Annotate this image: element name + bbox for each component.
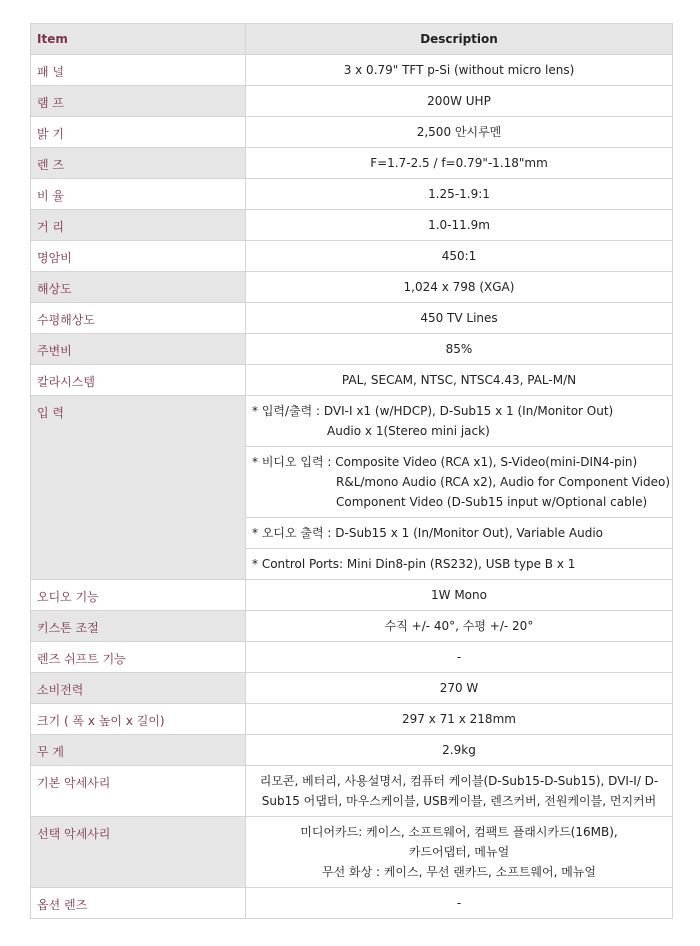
row-value: 297 x 71 x 218mm — [246, 704, 673, 735]
table-row — [31, 580, 673, 611]
row-value: F=1.7-2.5 / f=0.79"-1.18"mm — [246, 148, 673, 179]
row-value: - — [246, 888, 673, 919]
row-label: 렌 즈 — [31, 148, 246, 179]
table-row — [31, 642, 673, 673]
row-value: 200W UHP — [246, 86, 673, 117]
input-block-video — [246, 447, 672, 518]
input-block-io — [246, 396, 672, 447]
row-value: 85% — [246, 334, 673, 365]
input-line: * 입력/출력 : DVI-I x1 (w/HDCP), D-Sub15 x 1 (In/Monitor Out) — [252, 404, 614, 418]
input-line: Component Video (D-Sub15 input w/Optional cable) — [336, 495, 648, 509]
acc-line: 미디어카드: 케이스, 소프트웨어, 컴팩트 플래시카드(16MB), — [300, 825, 618, 839]
row-label: 옵션 렌즈 — [31, 888, 246, 919]
table-row — [31, 86, 673, 117]
table-row — [31, 673, 673, 704]
input-block-control — [246, 549, 672, 579]
table-row — [31, 611, 673, 642]
row-label: 오디오 기능 — [31, 580, 246, 611]
row-value: PAL, SECAM, NTSC, NTSC4.43, PAL-M/N — [246, 365, 673, 396]
row-value: 1.25-1.9:1 — [246, 179, 673, 210]
input-line: R&L/mono Audio (RCA x2), Audio for Component Video) — [336, 475, 671, 489]
row-label: 수평해상도 — [31, 303, 246, 334]
row-label: 패 널 — [31, 55, 246, 86]
optional-accessories-row — [31, 817, 673, 888]
header-item: Item — [31, 24, 246, 55]
row-label: 명암비 — [31, 241, 246, 272]
acc-line: 카드어댑터, 메뉴얼 — [408, 845, 510, 859]
header-description: Description — [246, 24, 673, 55]
row-label: 입 력 — [31, 396, 246, 580]
row-value: 270 W — [246, 673, 673, 704]
row-value: 2,500 안시루멘 — [246, 117, 673, 148]
row-label: 크기 ( 폭 x 높이 x 길이) — [31, 704, 246, 735]
input-row — [31, 396, 673, 580]
table-row — [31, 55, 673, 86]
input-line: Audio x 1(Stereo mini jack) — [327, 424, 490, 438]
row-value: 수직 +/- 40°, 수평 +/- 20° — [246, 611, 673, 642]
table-row — [31, 365, 673, 396]
table-row — [31, 210, 673, 241]
acc-line: Sub15 어댑터, 마우스케이블, USB케이블, 렌즈커버, 전원케이블, 먼지커버 — [261, 794, 657, 808]
row-label: 램 프 — [31, 86, 246, 117]
table-row — [31, 272, 673, 303]
row-value — [246, 766, 673, 817]
input-line: * Control Ports: Mini Din8-pin (RS232), USB type B x 1 — [252, 557, 576, 571]
row-label: 선택 악세사리 — [31, 817, 246, 888]
table-row — [31, 735, 673, 766]
table-row — [31, 148, 673, 179]
table-row — [31, 179, 673, 210]
acc-line: 리모콘, 베터리, 사용설명서, 컴퓨터 케이블(D-Sub15-D-Sub15), DVI-I/ D- — [259, 774, 659, 788]
row-value: 450:1 — [246, 241, 673, 272]
row-value: 3 x 0.79" TFT p-Si (without micro lens) — [246, 55, 673, 86]
header-row — [31, 24, 673, 55]
spec-table — [30, 23, 673, 919]
row-value: 450 TV Lines — [246, 303, 673, 334]
row-value — [246, 817, 673, 888]
row-label: 기본 악세사리 — [31, 766, 246, 817]
row-label: 무 게 — [31, 735, 246, 766]
table-row — [31, 704, 673, 735]
table-row — [31, 888, 673, 919]
row-label: 소비전력 — [31, 673, 246, 704]
row-label: 주변비 — [31, 334, 246, 365]
input-block-audio — [246, 518, 672, 549]
row-label: 키스톤 조절 — [31, 611, 246, 642]
input-cell — [246, 396, 673, 580]
table-row — [31, 303, 673, 334]
row-value: 1W Mono — [246, 580, 673, 611]
row-label: 거 리 — [31, 210, 246, 241]
table-row — [31, 241, 673, 272]
row-value: - — [246, 642, 673, 673]
row-value: 1.0-11.9m — [246, 210, 673, 241]
input-line: * 비디오 입력 : Composite Video (RCA x1), S-Video(mini-DIN4-pin) — [252, 455, 638, 469]
acc-line: 무선 화상 : 케이스, 무선 랜카드, 소프트웨어, 메뉴얼 — [321, 865, 597, 879]
table-row — [31, 117, 673, 148]
row-label: 비 율 — [31, 179, 246, 210]
row-value: 1,024 x 798 (XGA) — [246, 272, 673, 303]
table-row — [31, 334, 673, 365]
input-line: * 오디오 출력 : D-Sub15 x 1 (In/Monitor Out), Variable Audio — [252, 526, 603, 540]
row-label: 칼라시스템 — [31, 365, 246, 396]
row-label: 해상도 — [31, 272, 246, 303]
row-value: 2.9kg — [246, 735, 673, 766]
row-label: 밝 기 — [31, 117, 246, 148]
basic-accessories-row — [31, 766, 673, 817]
row-label: 렌즈 쉬프트 기능 — [31, 642, 246, 673]
